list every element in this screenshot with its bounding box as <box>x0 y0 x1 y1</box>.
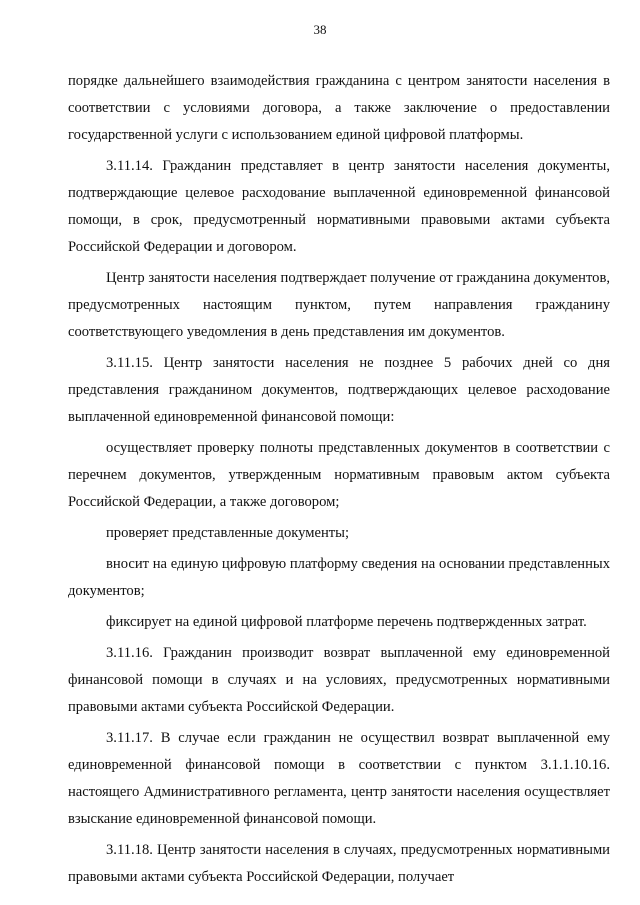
paragraph-3-11-16: 3.11.16. Гражданин производит возврат выплаченной ему единовременной финансовой помощи в случаях и на условиях, предусмотренных нормативными правовыми актами субъекта Российской Федерации. <box>68 645 610 715</box>
list-item-check-completeness: осуществляет проверку полноты представленных документов в соответствии с перечнем документов, утвержденным нормативным правовым актом субъекта Российской Федерации, а также договором; <box>68 440 610 510</box>
paragraph-continuation: порядке дальнейшего взаимодействия гражданина с центром занятости населения в соответствии с условиями договора, а также заключение о предоставлении государственной услуги с использованием единой цифровой платформы. <box>68 73 610 143</box>
paragraph-3-11-14: 3.11.14. Гражданин представляет в центр занятости населения документы, подтверждающие целевое расходование выплаченной единовременной финансовой помощи, в срок, предусмотренный нормативными правовыми актами субъекта Российской Федерации и договором. <box>68 158 610 255</box>
page-number: 38 <box>313 22 327 37</box>
paragraph-3-11-15: 3.11.15. Центр занятости населения не позднее 5 рабочих дней со дня представления гражданином документов, подтверждающих целевое расходование выплаченной единовременной финансовой помощи: <box>68 355 610 425</box>
paragraph-3-11-17: 3.11.17. В случае если гражданин не осуществил возврат выплаченной ему единовременной финансовой помощи в соответствии с пунктом 3.1.1.10.16. настоящего Административного регламента, центр занятости населения осуществляет взыскание единовременной финансовой помощи. <box>68 730 610 827</box>
document-body <box>68 68 610 891</box>
list-item-verify-documents: проверяет представленные документы; <box>106 525 350 541</box>
paragraph-3-11-18: 3.11.18. Центр занятости населения в случаях, предусмотренных нормативными правовыми актами субъекта Российской Федерации, получает <box>68 842 610 885</box>
paragraph-confirmation: Центр занятости населения подтверждает получение от гражданина документов, предусмотренных настоящим пунктом, путем направления гражданину соответствующего уведомления в день представления им документов. <box>68 270 610 340</box>
list-item-record-costs: фиксирует на единой цифровой платформе перечень подтвержденных затрат. <box>106 614 587 630</box>
list-item-enter-platform: вносит на единую цифровую платформу сведения на основании представленных документов; <box>68 556 610 599</box>
